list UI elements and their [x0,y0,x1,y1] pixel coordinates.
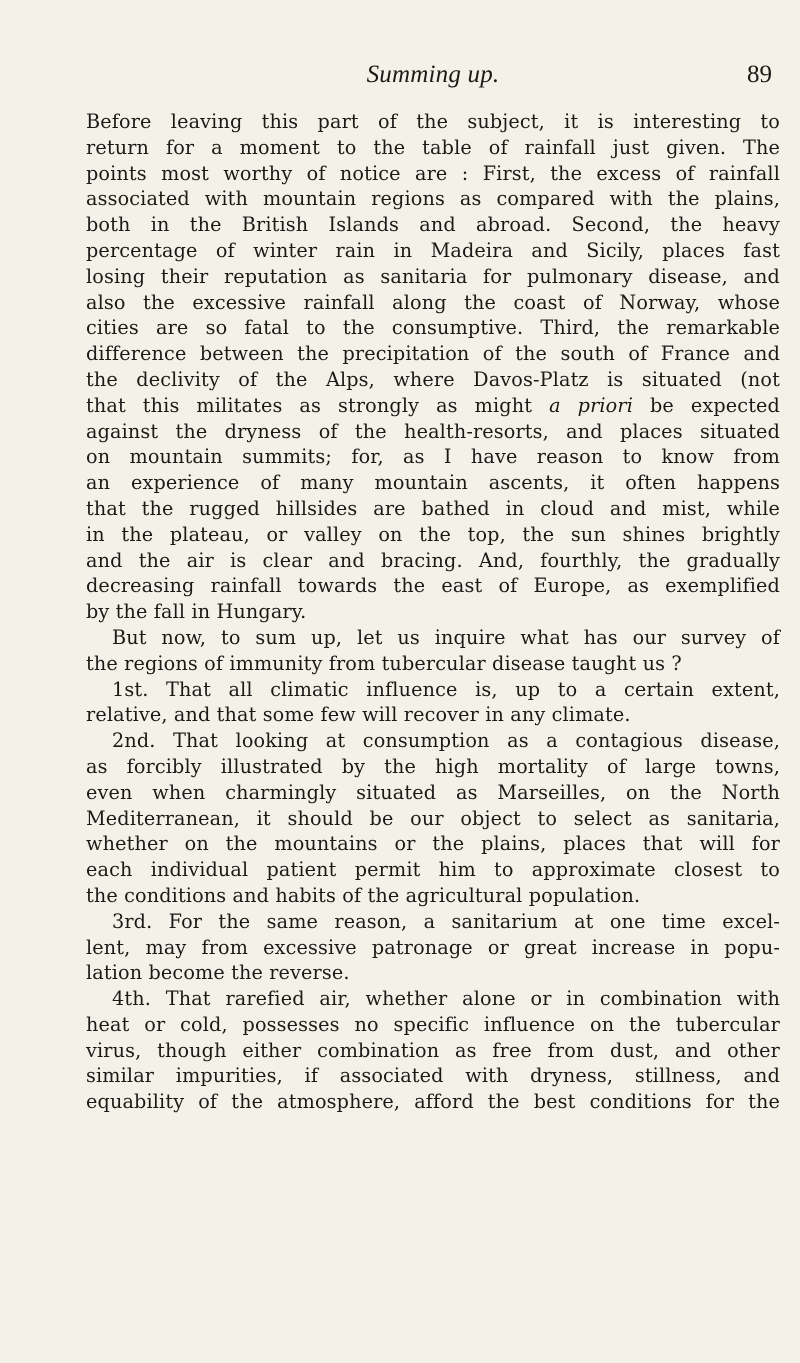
body-text [86,109,780,1115]
italic-phrase: a priori [549,393,633,417]
text-line: by the fall in Hungary. [86,600,307,624]
text-line: difference between the precipitation of the south of France and [86,342,780,366]
text-line: an experience of many mountain ascents, it often happens [86,471,780,495]
running-title: Summing up. [366,61,500,88]
text-line: relative, and that some few will recover in any climate. [86,703,631,727]
text-line: virus, though either combination as free from dust, and other [86,1038,780,1062]
text-line: lent, may from excessive patronage or great increase in popu- [86,935,780,959]
text-line: also the excessive rainfall along the coast of Norway, whose [86,290,780,314]
text-line: points most worthy of notice are : First, the excess of rainfall [86,161,780,185]
text-line: associated with mountain regions as compared with the plains, [86,187,780,211]
text-line: percentage of winter rain in Madeira and Sicily, places fast [86,238,780,262]
text-line: losing their reputation as sanitaria for pulmonary disease, and [86,264,780,288]
text-line: each individual patient permit him to approximate closest to [86,858,780,882]
text-line: But now, to sum up, let us inquire what has our survey of [112,625,780,649]
text-segment: that this militates as strongly as might [86,393,550,417]
text-line: similar impurities, if associated with dryness, stillness, and [86,1064,780,1088]
text-line: that the rugged hillsides are bathed in cloud and mist, while [86,496,780,520]
text-line: on mountain summits; for, as I have reason to know from [86,445,780,469]
text-segment: be expected [632,393,780,417]
text-line: the regions of immunity from tubercular disease taught us ? [86,651,682,675]
text-line: heat or cold, possesses no specific influence on the tubercular [86,1012,780,1036]
text-line: and the air is clear and bracing. And, fourthly, the gradually [86,548,780,572]
text-line: whether on the mountains or the plains, places that will for [86,832,780,856]
text-line: 4th. That rarefied air, whether alone or in combination with [112,987,780,1011]
text-line: cities are so fatal to the consumptive. Third, the remarkable [86,316,780,340]
text-line-with-italic [86,393,780,419]
text-line: the conditions and habits of the agricultural population. [86,883,641,907]
text-line: lation become the reverse. [86,961,350,985]
text-line: against the dryness of the health-resorts, and places situated [86,419,780,443]
text-line: even when charmingly situated as Marseilles, on the North [86,780,780,804]
running-head [86,60,780,100]
text-line: equability of the atmosphere, afford the best conditions for the [86,1090,780,1114]
text-line: 1st. That all climatic influence is, up to a certain extent, [112,677,780,701]
text-line: as forcibly illustrated by the high mortality of large towns, [86,754,780,778]
text-line: 3rd. For the same reason, a sanitarium at one time excel- [112,909,780,933]
text-line: return for a moment to the table of rainfall just given. The [86,135,780,159]
text-line: the declivity of the Alps, where Davos-Platz is situated (not [86,367,780,391]
text-line: both in the British Islands and abroad. Second, the heavy [86,213,780,237]
text-line: in the plateau, or valley on the top, the sun shines brightly [86,522,780,546]
text-line: decreasing rainfall towards the east of Europe, as exemplified [86,574,780,598]
page-number: 89 [747,61,772,88]
text-line: Before leaving this part of the subject, it is interesting to [86,110,780,133]
text-line: Mediterranean, it should be our object to select as sanitaria, [86,806,780,830]
text-line: 2nd. That looking at consumption as a contagious disease, [112,729,780,753]
